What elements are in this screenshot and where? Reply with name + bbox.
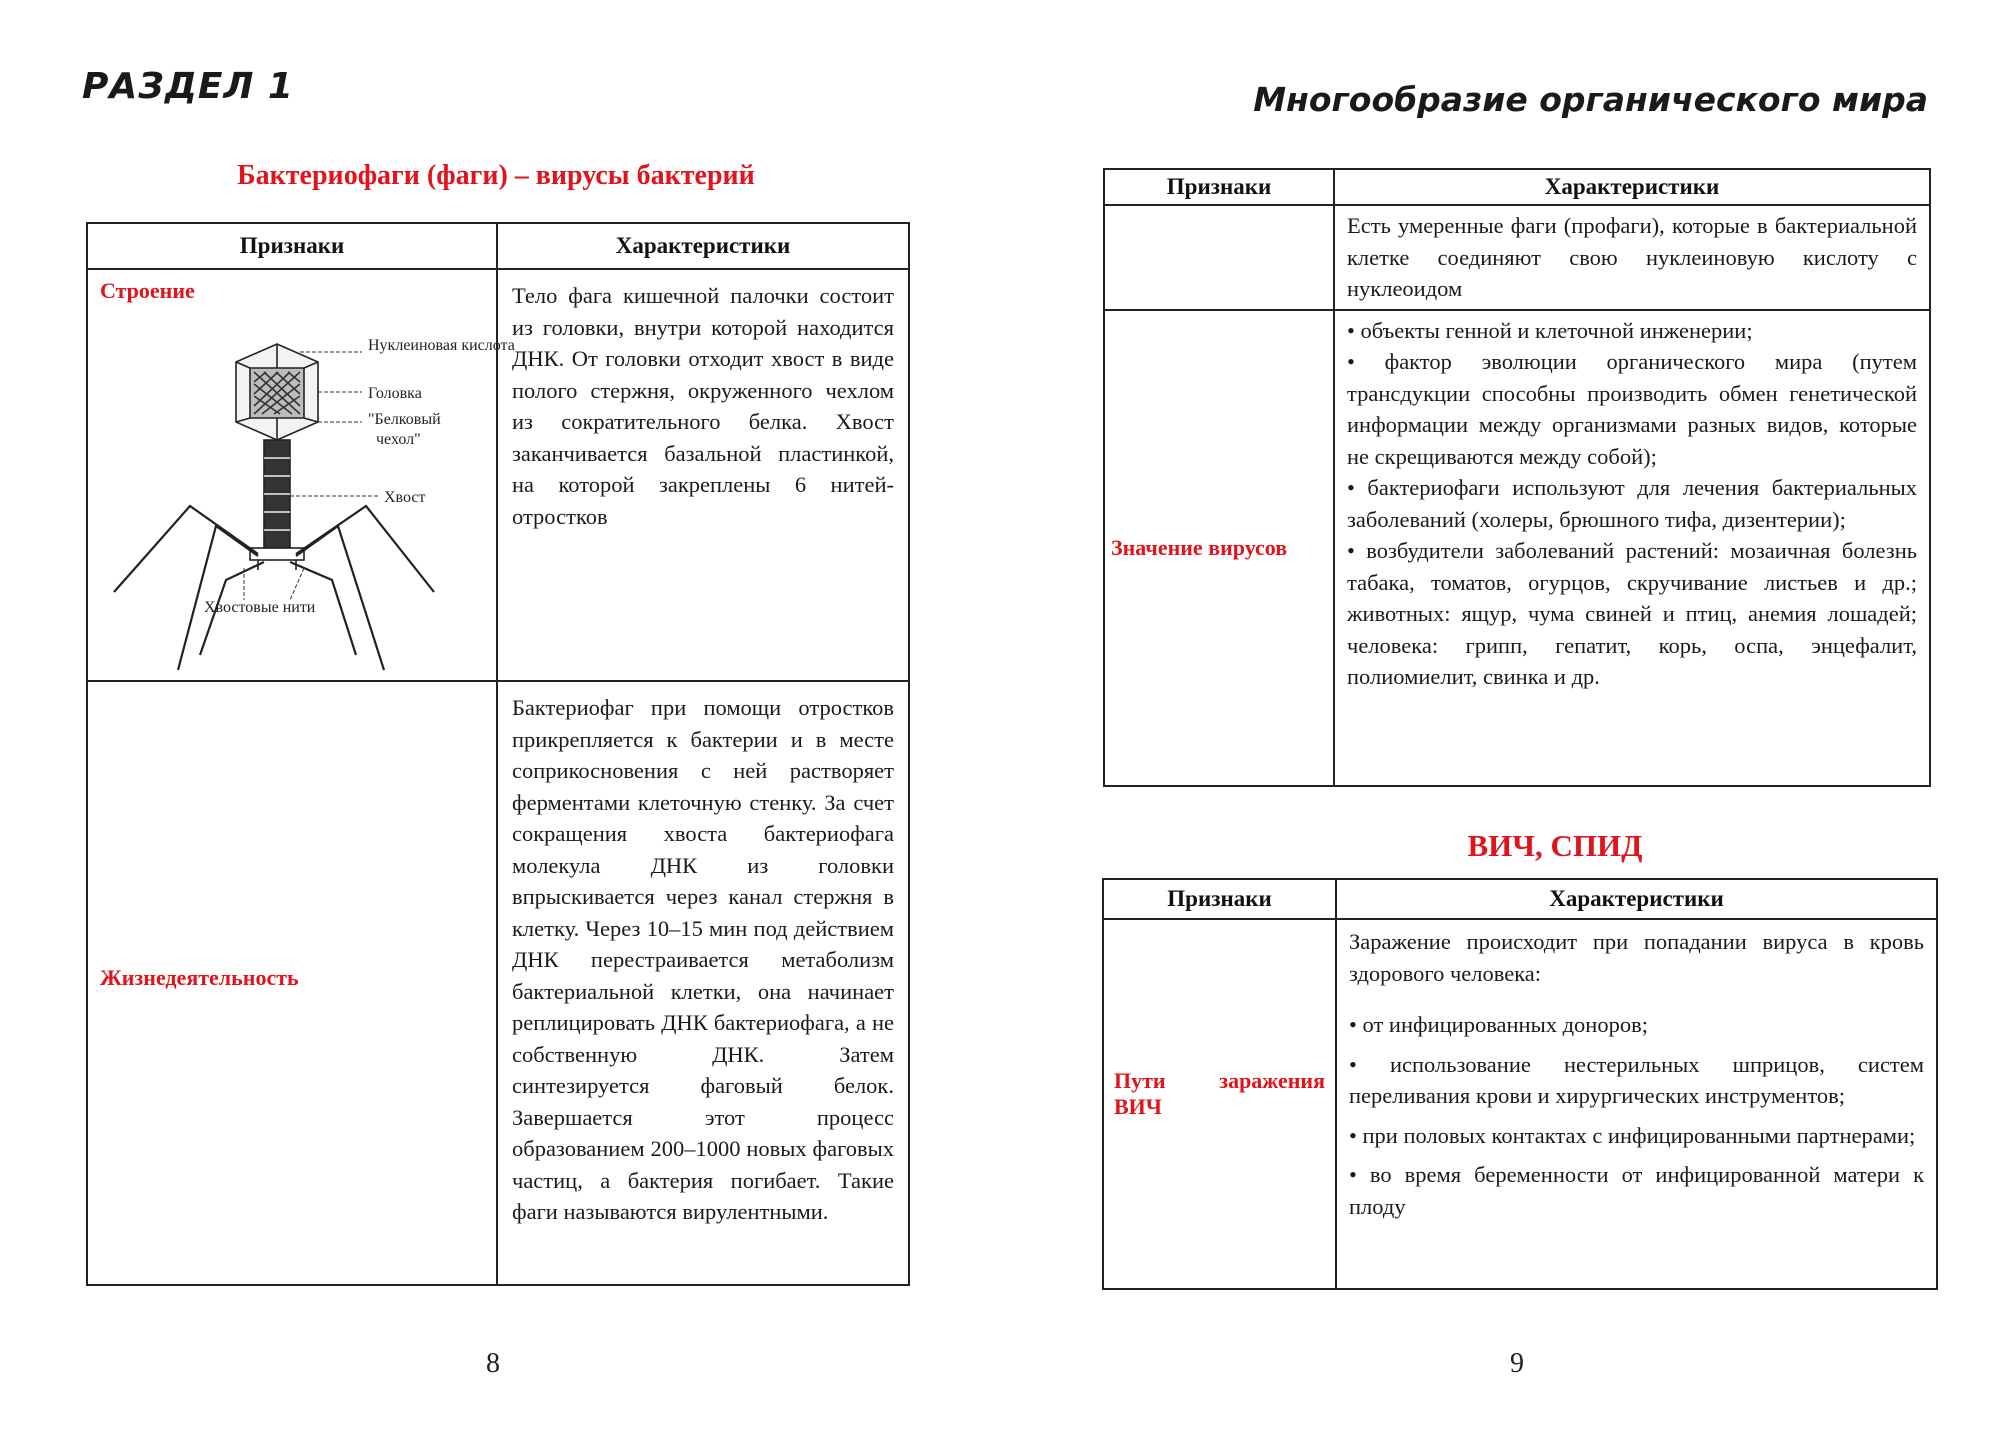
desc-cell-hiv-transmission [1336,919,1937,1289]
table-row [1104,205,1930,310]
desc-cell-life [497,681,909,1285]
table-row [87,269,909,681]
feature-label: Жизнедеятельность [100,965,299,990]
list-item: • использование нестерильных шприцов, систем переливания крови и хирургических инструментов; [1349,1051,1924,1108]
phage-head [236,344,318,440]
page-number-left: 8 [486,1348,500,1379]
feature-cell-significance [1104,310,1334,786]
list-item: • объекты генной и клеточной инженерии; [1347,317,1753,343]
label-coat-1: "Белковый [368,411,441,428]
label-tail-fibers: Хвостовые нити [204,599,316,616]
desc-cell-structure [497,269,909,681]
list-item: • при половых контактах с инфицированными партнерами; [1349,1122,1916,1148]
list-item: • возбудители заболеваний растений: мозаичная болезнь табака, томатов, огурцов, скручивание листьев и др.; животных: ящур, чума свиней и птиц, анемия лошадей; человека: грипп, гепатит, корь, оспа, энцефалит, полиомиелит, свинка и др. [1347,538,1917,689]
label-nucleic-acid: Нуклеиновая кислота [368,337,515,354]
desc-text: Бактериофаг при помощи отростков прикрепляется к бактерии и в месте соприкосновения с ней растворяет ферментами клеточную стенку. За счет сокращения хвоста бактериофага молекула ДНК из головки впрыскивается через канал стержня в клетку. Через 10–15 мин под действием ДНК перестраивается метаболизм бактериальной клетки, она начинает реплицировать ДНК бактериофага, а не собственную ДНК. Затем синтезируется фаговый белок. Завершается этот процесс образованием 200–1000 новых фаговых частиц, а бактерия погибает. Такие фаги называются вирулентными. [512,695,894,1224]
right-page [1000,0,2000,1444]
desc-intro: Заражение происходит при попадании вируса в кровь здорового человека: [1349,929,1924,986]
list-item: • во время беременности от инфицированной матери к плоду [1349,1162,1924,1219]
desc-text: Есть умеренные фаги (профаги), которые в бактериальной клетке соединяют свою нуклеиновую кислоту с нуклеоидом [1347,213,1917,301]
feature-label: Строение [100,278,195,303]
feature-label: Пути заражения ВИЧ [1114,1068,1325,1119]
feature-label: Значение вирусов [1111,534,1288,560]
header-features: Признаки [1103,879,1336,919]
header-characteristics: Характеристики [497,223,909,269]
list-item: • бактериофаги используют для лечения бактериальных заболеваний (холеры, брюшного тифа, дизентерии); [1347,475,1917,532]
header-characteristics: Характеристики [1336,879,1937,919]
desc-cell-significance [1334,310,1930,786]
page-number-right: 9 [1510,1348,1524,1379]
feature-cell-life [87,681,497,1285]
header-features: Признаки [1104,169,1334,205]
running-head-left: РАЗДЕЛ 1 [82,66,294,107]
label-coat-2: чехол" [376,431,421,448]
table-header-row [1103,879,1937,919]
running-head-right: Многообразие органического мира [1253,80,1928,119]
section-title-hiv: ВИЧ, СПИД [1467,828,1643,863]
desc-text: Тело фага кишечной палочки состоит из головки, внутри которой находится ДНК. От головки отходит хвост в виде полого стержня, окруженного чехлом из сократительного белка. Хвост заканчивается базальной пластинкой, на которой закреплены 6 нитей-отростков [512,283,894,529]
section-title-bacteriophages: Бактериофаги (фаги) – вирусы бактерий [237,160,755,191]
feature-cell-structure [87,269,515,681]
phage-tail [250,440,304,570]
table-row [1104,310,1930,786]
feature-cell-empty [1104,205,1334,310]
table-header-row [87,223,909,269]
label-head: Головка [368,385,422,402]
table-header-row [1104,169,1930,205]
hiv-table [1102,878,1938,1290]
feature-cell-hiv-transmission [1103,919,1336,1289]
bacteriophage-table [86,222,910,1286]
list-item: • фактор эволюции органического мира (путем трансдукции способны производить обмен генетической информации между организмами разных видов, которые не скрещиваются между собой); [1347,349,1917,469]
virus-significance-table [1103,168,1931,787]
label-tail: Хвост [384,489,426,506]
list-item: • от инфицированных доноров; [1349,1012,1648,1037]
table-row [87,681,909,1285]
table-row [1103,919,1937,1289]
bacteriophage-diagram [94,310,515,660]
desc-cell-temperate-phages [1334,205,1930,310]
header-characteristics: Характеристики [1334,169,1930,205]
header-features: Признаки [87,223,497,269]
left-page [0,0,1000,1444]
